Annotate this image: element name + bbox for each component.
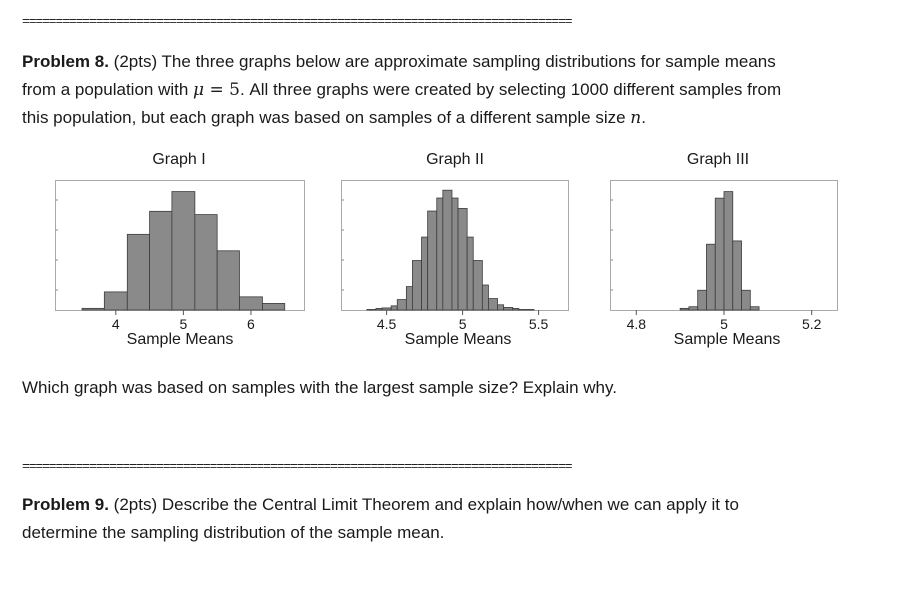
histogram-bar [412, 261, 421, 310]
graph-2-xlabel: Sample Means [404, 331, 512, 348]
histogram-bar [482, 285, 488, 310]
x-tick-label: 6 [247, 316, 255, 332]
problem-9-text [22, 491, 882, 547]
histogram-bar [443, 190, 452, 310]
mu-value: = 5 [204, 80, 240, 100]
problem-8-label: Problem 8. [22, 52, 109, 71]
histogram-bar [195, 215, 217, 310]
graph-3-xlabel: Sample Means [673, 331, 781, 348]
histogram-bar [382, 308, 391, 310]
histogram-bar [406, 287, 412, 310]
histogram-bar [367, 309, 376, 310]
problem-8-text [22, 48, 882, 132]
histogram-bar [519, 309, 528, 310]
histogram-bar [262, 303, 284, 310]
histogram-bar [422, 237, 428, 310]
histogram-bar [724, 192, 733, 310]
histogram-bar [750, 307, 759, 310]
histogram-bar [698, 290, 707, 310]
histogram-bar [473, 261, 482, 310]
problem-8-line-3a: this population, but each graph was based on samples of a different sample size [22, 108, 631, 127]
histogram-bar [733, 241, 742, 310]
histogram-bar [680, 308, 689, 310]
histogram-bar [172, 192, 195, 310]
problem-9-line-2: determine the sampling distribution of the sample mean. [22, 523, 445, 542]
x-tick-label: 5 [458, 316, 467, 332]
histogram-bar [467, 237, 473, 310]
problem-8-question: Which graph was based on samples with the largest sample size? Explain why. [22, 378, 617, 397]
histogram-bar [513, 308, 519, 310]
x-tick-label: 5 [179, 316, 188, 332]
histogram-bar [528, 309, 534, 310]
x-tick-label: 4.8 [626, 316, 647, 332]
histogram-bar [82, 308, 104, 310]
histogram-bar [391, 306, 397, 310]
problem-8-points: (2pts) [113, 52, 158, 71]
graph-3-title: Graph III [686, 151, 750, 168]
problem-9-label: Problem 9. [22, 495, 109, 514]
histogram-bar [127, 234, 149, 310]
histogram-bar [742, 290, 751, 310]
separator-rule-middle: ================================================================================== [22, 460, 572, 474]
histogram-bar [715, 198, 724, 310]
histogram-bar [488, 299, 497, 310]
histogram-bar [104, 292, 127, 310]
histogram-bar [397, 300, 406, 310]
histogram-bar [498, 305, 504, 310]
histogram-bar [458, 208, 467, 310]
histogram-bar [437, 198, 443, 310]
histogram-bar [452, 198, 458, 310]
mu-symbol: μ [193, 80, 205, 100]
graph-2-histogram [341, 180, 571, 330]
problem-9-line-1: Describe the Central Limit Theorem and explain how/when we can apply it to [161, 495, 739, 514]
histogram-bar [428, 211, 437, 310]
graph-1-xlabel: Sample Means [126, 331, 234, 348]
x-tick-label: 5.5 [528, 316, 549, 332]
histogram-bar [150, 211, 172, 310]
problem-8-line-3b: . [641, 108, 646, 127]
graph-2-title: Graph II [426, 151, 484, 168]
x-tick-label: 5 [720, 316, 728, 332]
histogram-bar [706, 244, 715, 310]
histogram-bar [239, 297, 262, 310]
x-tick-label: 5.2 [801, 316, 822, 332]
problem-8-line-1: The three graphs below are approximate sampling distributions for sample means [161, 52, 776, 71]
graph-1-histogram [55, 180, 305, 330]
problem-9-points: (2pts) [113, 495, 158, 514]
separator-rule-top: ================================================================================== [22, 15, 572, 29]
histogram-bar [504, 307, 513, 310]
problem-8-line-2a: from a population with [22, 80, 194, 99]
histogram-bar [689, 307, 698, 310]
graph-3-histogram [610, 180, 840, 330]
histogram-bar [217, 251, 239, 310]
x-tick-label: 4.5 [376, 316, 397, 332]
problem-8-line-2b: . All three graphs were created by selecting 1000 different samples from [239, 80, 782, 99]
graph-1-title: Graph I [152, 151, 206, 168]
histogram-bar [376, 308, 382, 310]
x-tick-label: 4 [111, 316, 120, 332]
n-symbol: n [630, 108, 642, 128]
